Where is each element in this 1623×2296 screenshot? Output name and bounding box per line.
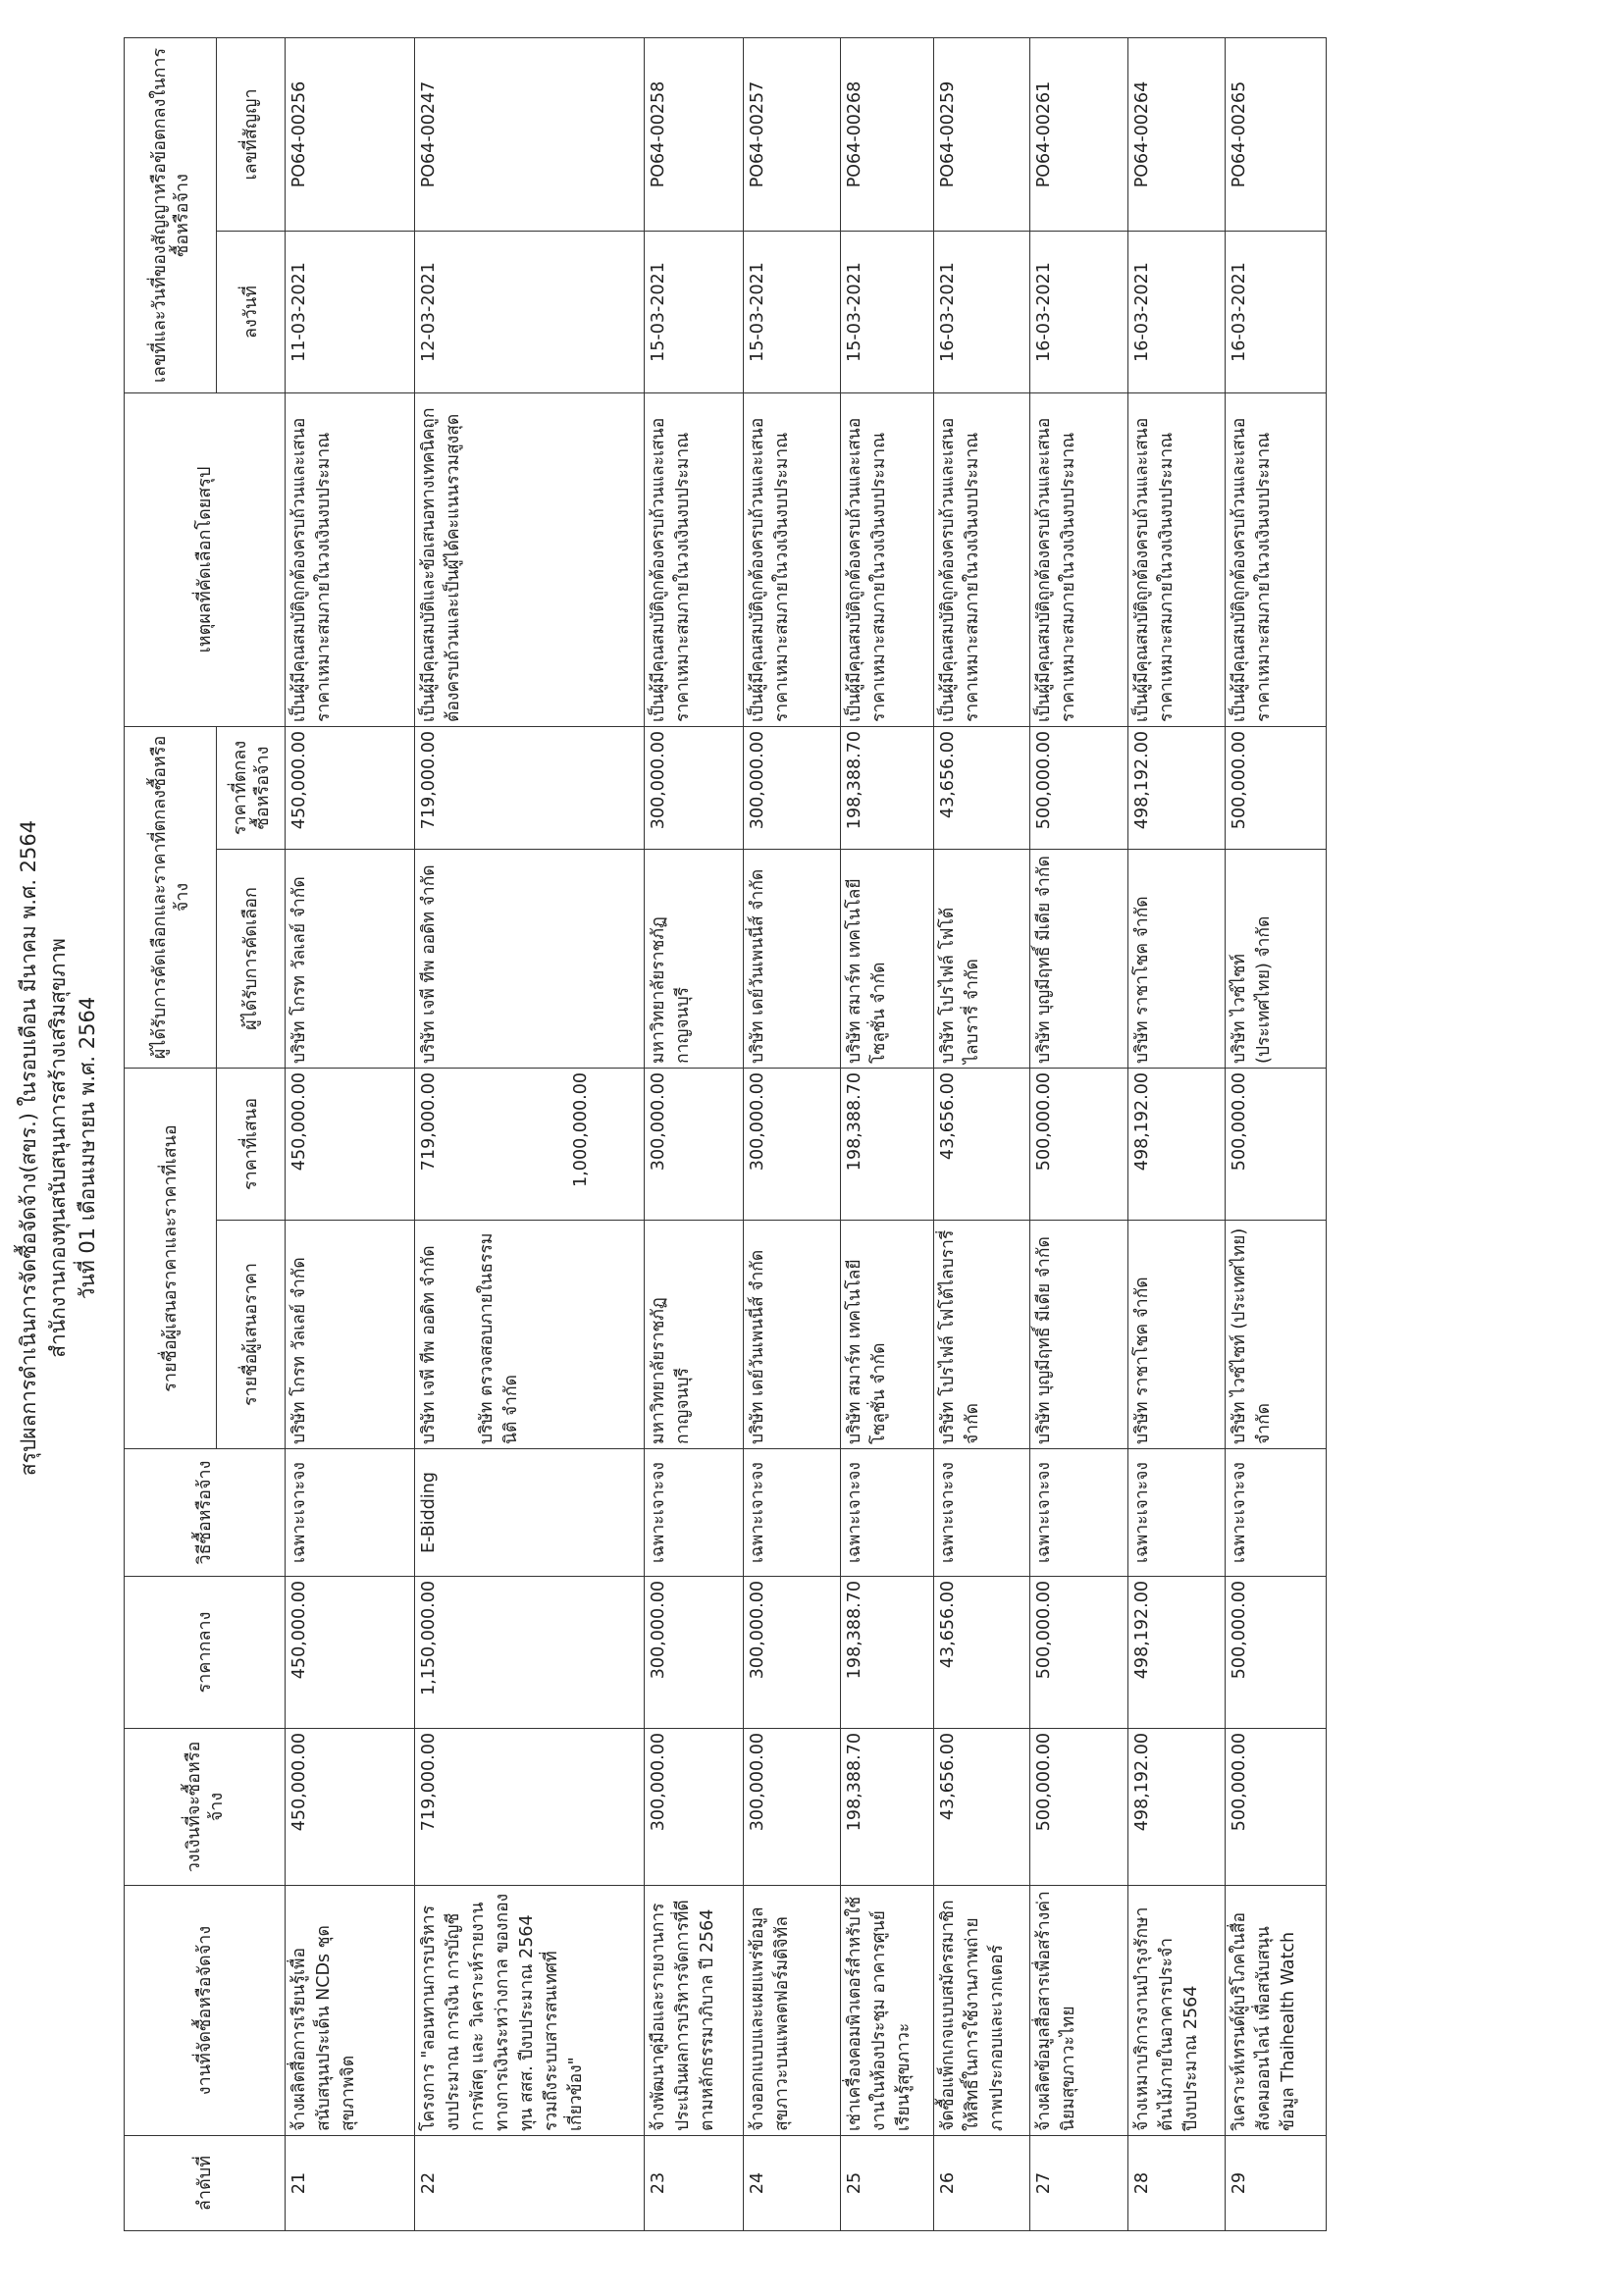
row-budget — [286, 1729, 415, 1886]
row-agreed-price — [1030, 726, 1128, 849]
table-row — [744, 37, 841, 2230]
row-agreed-price — [744, 726, 841, 849]
row-reason-text: เป็นผู้มีคุณสมบัติถูกต้องครบถ้วนและเสนอราคาเหมาะสมภายในวงเงินงบประมาณ — [845, 417, 889, 722]
row-bid-price-second-text: 1,000,000.00 — [571, 1071, 591, 1187]
row-budget — [1226, 1729, 1327, 1886]
row-winner — [286, 849, 415, 1068]
row-contract-no-text: PO64-00261 — [1034, 80, 1054, 188]
row-budget-text: 500,000.00 — [1034, 1733, 1054, 1832]
row-work — [744, 1886, 841, 2136]
row-agreed-price-text: 498,192.00 — [1132, 730, 1152, 830]
row-contract-no — [1030, 37, 1128, 231]
row-contract-date-text: 16-03-2021 — [1034, 262, 1054, 362]
row-bidder-text: บริษัท โปรไฟล์ โฟโต้ไลบรารี่ จำกัด — [938, 1229, 982, 1444]
row-contract-date — [744, 231, 841, 392]
row-number-text: 29 — [1230, 2171, 1249, 2195]
row-bidder — [1128, 1221, 1226, 1449]
row-median-text: 198,388.70 — [845, 1581, 864, 1680]
row-work — [415, 1886, 645, 2136]
row-bidder-text: บริษัท บุญมีฤทธิ์ มีเดีย จำกัด — [1034, 1236, 1054, 1444]
row-work-text: จ้างเหมาบริการงานบำรุงรักษาต้นไม้ภายในอาคารประจำปีงบประมาณ 2564 — [1132, 1906, 1201, 2131]
col-header-contract-date: ลงวันที่ — [217, 231, 286, 392]
row-bid-price-text: 719,000.00 — [419, 1071, 439, 1172]
row-median — [1030, 1577, 1128, 1729]
row-reason — [744, 392, 841, 726]
row-contract-date — [286, 231, 415, 392]
row-contract-no — [286, 37, 415, 231]
row-budget — [744, 1729, 841, 1886]
table-row — [645, 37, 744, 2230]
row-work-text: จัดซื้อแพ็กเกจแบบสมัครสมาชิกให้สิทธิ์ในการใช้งานภาพถ่ายภาพประกอบและเวกเตอร์ — [938, 1900, 1007, 2131]
col-header-bidders: รายชื่อผู้เสนอราคาและราคาที่เสนอ — [125, 1068, 217, 1448]
row-agreed-price-text: 198,388.70 — [845, 730, 864, 830]
row-method-text: เฉพาะเจาะจง — [289, 1462, 309, 1563]
row-median-text: 500,000.00 — [1230, 1581, 1249, 1680]
row-agreed-price-text: 450,000.00 — [289, 730, 309, 830]
table-body — [286, 37, 1327, 2230]
procurement-table — [124, 37, 1327, 2231]
row-budget-text: 500,000.00 — [1230, 1733, 1249, 1832]
row-method — [1030, 1449, 1128, 1577]
row-method-text: เฉพาะเจาะจง — [1034, 1462, 1054, 1563]
row-agreed-price — [415, 726, 645, 849]
row-contract-no — [645, 37, 744, 231]
row-bid-price-text: 300,000.00 — [649, 1071, 668, 1172]
row-method — [645, 1449, 744, 1577]
col-header-winner: ผู้ได้รับการคัดเลือกและราคาที่ตกลงซื้อหรือจ้าง — [125, 726, 217, 1068]
row-agreed-price — [1128, 726, 1226, 849]
row-work — [841, 1886, 934, 2136]
row-contract-date-text: 15-03-2021 — [845, 262, 864, 362]
row-median-text: 450,000.00 — [289, 1581, 309, 1680]
row-bidder — [645, 1221, 744, 1449]
row-budget — [1128, 1729, 1226, 1886]
row-method — [1128, 1449, 1226, 1577]
row-winner — [1226, 849, 1327, 1068]
row-budget-text: 300,000.00 — [748, 1733, 767, 1832]
col-header-winner-name: ผู้ได้รับการคัดเลือก — [217, 849, 286, 1068]
row-method — [841, 1449, 934, 1577]
col-header-method: วิธีซื้อหรือจ้าง — [125, 1449, 286, 1577]
row-work-text: วิเคราะห์เทรนด์ผู้บริโภคในสื่อสังคมออนไลน์ เพื่อสนับสนุนข้อมูล Thaihealth Watch — [1230, 1911, 1298, 2131]
row-reason — [645, 392, 744, 726]
row-median-text: 500,000.00 — [1034, 1581, 1054, 1680]
row-bidder — [286, 1221, 415, 1449]
table-row — [286, 37, 415, 2230]
row-agreed-price-text: 300,000.00 — [649, 730, 668, 830]
row-reason-text: เป็นผู้มีคุณสมบัติและข้อเสนอทางเทคนิคถูกต้องครบถ้วนและเป็นผู้ได้คะแนนรวมสูงสุด — [419, 407, 463, 722]
row-number — [841, 2136, 934, 2231]
row-winner — [645, 849, 744, 1068]
row-bidder-text: บริษัท สมาร์ท เทคโนโลยี โซลูชั่น จำกัด — [845, 1259, 889, 1444]
row-bidder-text: บริษัท เจพี ทีพ ออดิท จำกัด — [419, 1245, 439, 1444]
row-method-text: E-Bidding — [419, 1472, 439, 1553]
row-agreed-price-text: 43,656.00 — [938, 730, 958, 819]
row-bid-price-text: 500,000.00 — [1230, 1071, 1249, 1172]
row-bidder — [415, 1221, 645, 1449]
col-header-bidder-name: รายชื่อผู้เสนอราคา — [217, 1221, 286, 1449]
col-header-agreed-price: ราคาที่ตกลงซื้อหรือจ้าง — [217, 726, 286, 849]
report-date: วันที่ 01 เดือนเมษายน พ.ศ. 2564 — [76, 996, 99, 1300]
row-agreed-price-text: 500,000.00 — [1230, 730, 1249, 830]
row-median-text: 300,000.00 — [748, 1581, 767, 1680]
row-bidder-text: มหาวิทยาลัยราชภัฏกาญจนบุรี — [649, 1297, 693, 1444]
row-contract-date-text: 16-03-2021 — [1132, 262, 1152, 362]
row-median — [744, 1577, 841, 1729]
row-median — [841, 1577, 934, 1729]
col-header-work: งานที่จัดซื้อหรือจัดจ้าง — [125, 1886, 286, 2136]
row-agreed-price-text: 719,000.00 — [419, 730, 439, 830]
row-number-text: 28 — [1132, 2171, 1152, 2195]
row-work — [1128, 1886, 1226, 2136]
row-number — [1226, 2136, 1327, 2231]
row-contract-date-text: 11-03-2021 — [289, 262, 309, 362]
row-bid-price-text: 450,000.00 — [289, 1071, 309, 1172]
row-method-text: เฉพาะเจาะจง — [748, 1462, 767, 1563]
row-median-text: 300,000.00 — [649, 1581, 668, 1680]
row-budget-text: 498,192.00 — [1132, 1733, 1152, 1832]
row-contract-date — [1030, 231, 1128, 392]
row-work-text: เช่าเครื่องคอมพิวเตอร์สำหรับใช้งานในห้องประชุม อาคารศูนย์เรียนรู้สุขภาวะ — [845, 1896, 914, 2131]
row-contract-date-text: 15-03-2021 — [748, 262, 767, 362]
row-contract-date — [934, 231, 1030, 392]
row-contract-no-text: PO64-00258 — [649, 80, 668, 188]
row-budget — [934, 1729, 1030, 1886]
row-work-text: จ้างออกแบบและเผยแพร่ข้อมูลสุขภาวะบนแพลตฟอร์มดิจิทัล — [748, 1906, 792, 2131]
row-work-text: จ้างผลิตสื่อการเรียนรู้เพื่อสนับสนุนประเด็น NCDs ชุดสุขภาพจิต — [289, 1925, 358, 2131]
table-row — [415, 37, 645, 2230]
row-winner — [934, 849, 1030, 1068]
row-method-text: เฉพาะเจาะจง — [845, 1462, 864, 1563]
row-contract-no — [1128, 37, 1226, 231]
row-contract-no-text: PO64-00247 — [419, 80, 439, 188]
row-method-text: เฉพาะเจาะจง — [938, 1462, 958, 1563]
row-reason-text: เป็นผู้มีคุณสมบัติถูกต้องครบถ้วนและเสนอราคาเหมาะสมภายในวงเงินงบประมาณ — [289, 417, 334, 722]
row-agreed-price-text: 500,000.00 — [1034, 730, 1054, 830]
table-row — [1226, 37, 1327, 2230]
row-method — [415, 1449, 645, 1577]
row-reason-text: เป็นผู้มีคุณสมบัติถูกต้องครบถ้วนและเสนอราคาเหมาะสมภายในวงเงินงบประมาณ — [1132, 417, 1177, 722]
row-winner-text: บริษัท โกรท วัลเลย์ จำกัด — [289, 876, 309, 1064]
row-number-text: 25 — [845, 2171, 864, 2195]
row-work-text: จ้างพัฒนาคู่มือและรายงานการประเมินผลการบริหารจัดการที่ดีตามหลักธรรมาภิบาล ปี 2564 — [649, 1900, 717, 2131]
row-median — [645, 1577, 744, 1729]
row-number-text: 21 — [289, 2171, 309, 2195]
row-work — [645, 1886, 744, 2136]
row-contract-no — [415, 37, 645, 231]
table-row — [841, 37, 934, 2230]
row-winner-text: บริษัท โปรไฟล์ โฟโต้ไลบรารี่ จำกัด — [938, 907, 982, 1064]
row-work — [1226, 1886, 1327, 2136]
row-contract-date — [1128, 231, 1226, 392]
row-work-text: จ้างผลิตข้อมูลสื่อสารเพื่อสร้างค่านิยมสุขภาวะไทย — [1034, 1891, 1078, 2131]
row-reason — [1128, 392, 1226, 726]
row-agreed-price — [934, 726, 1030, 849]
row-reason — [1226, 392, 1327, 726]
row-contract-date — [645, 231, 744, 392]
row-bid-price-text: 43,656.00 — [938, 1071, 958, 1161]
row-agreed-price-text: 300,000.00 — [748, 730, 767, 830]
row-median-text: 498,192.00 — [1132, 1581, 1152, 1680]
row-agreed-price — [286, 726, 415, 849]
row-median — [934, 1577, 1030, 1729]
row-bidder — [934, 1221, 1030, 1449]
row-bid-price — [286, 1068, 415, 1220]
row-winner-text: บริษัท เดย์วันเพนนี่ส์ จำกัด — [748, 868, 767, 1064]
agency-name: สำนักงานกองทุนสนับสนุนการสร้างเสริมสุขภาพ — [46, 938, 70, 1358]
row-budget — [415, 1729, 645, 1886]
row-winner-text: บริษัท เจพี ทีพ ออดิท จำกัด — [419, 864, 439, 1064]
row-contract-no — [744, 37, 841, 231]
row-reason-text: เป็นผู้มีคุณสมบัติถูกต้องครบถ้วนและเสนอราคาเหมาะสมภายในวงเงินงบประมาณ — [1034, 417, 1078, 722]
row-bidder — [744, 1221, 841, 1449]
row-median — [286, 1577, 415, 1729]
row-winner — [415, 849, 645, 1068]
row-bid-price — [744, 1068, 841, 1220]
table-row — [1128, 37, 1226, 2230]
document-title: สรุปผลการดำเนินการจัดซื้อจัดจ้าง(สขร.) ในรอบเดือน มีนาคม พ.ศ. 2564 — [17, 819, 40, 1477]
row-winner-text: มหาวิทยาลัยราชภัฏกาญจนบุรี — [649, 916, 693, 1064]
row-contract-no — [1226, 37, 1327, 231]
row-winner-text: บริษัท ราชาโชค จำกัด — [1132, 896, 1152, 1064]
row-agreed-price — [841, 726, 934, 849]
col-header-no: ลำดับที่ — [125, 2136, 286, 2231]
col-header-reason: เหตุผลที่คัดเลือกโดยสรุป — [125, 392, 286, 726]
row-bidder-text: บริษัท โกรท วัลเลย์ จำกัด — [289, 1257, 309, 1444]
row-method — [286, 1449, 415, 1577]
row-method — [744, 1449, 841, 1577]
row-bidder — [1030, 1221, 1128, 1449]
row-bid-price-text: 498,192.00 — [1132, 1071, 1152, 1172]
row-budget-text: 719,000.00 — [419, 1733, 439, 1832]
row-contract-no — [934, 37, 1030, 231]
row-number — [1030, 2136, 1128, 2231]
row-reason — [1030, 392, 1128, 726]
row-bid-price — [645, 1068, 744, 1220]
row-budget — [1030, 1729, 1128, 1886]
row-bidder — [1226, 1221, 1327, 1449]
row-contract-no-text: PO64-00268 — [845, 80, 864, 188]
col-header-bid-price: ราคาที่เสนอ — [217, 1068, 286, 1220]
row-reason — [286, 392, 415, 726]
row-work — [1030, 1886, 1128, 2136]
row-budget-text: 450,000.00 — [289, 1733, 309, 1832]
row-bidder-text: บริษัท เดย์วันเพนนี่ส์ จำกัด — [748, 1249, 767, 1444]
row-reason-text: เป็นผู้มีคุณสมบัติถูกต้องครบถ้วนและเสนอราคาเหมาะสมภายในวงเงินงบประมาณ — [938, 417, 982, 722]
row-contract-no-text: PO64-00259 — [938, 80, 958, 188]
row-number — [286, 2136, 415, 2231]
row-work — [934, 1886, 1030, 2136]
row-number-text: 22 — [419, 2171, 439, 2195]
row-budget-text: 300,000.00 — [649, 1733, 668, 1832]
row-bid-price — [841, 1068, 934, 1220]
table-row — [934, 37, 1030, 2230]
row-method-text: เฉพาะเจาะจง — [649, 1462, 668, 1563]
row-agreed-price — [645, 726, 744, 849]
row-number — [744, 2136, 841, 2231]
row-reason — [934, 392, 1030, 726]
row-number-text: 24 — [748, 2171, 767, 2195]
row-number — [645, 2136, 744, 2231]
row-contract-date — [841, 231, 934, 392]
row-number — [934, 2136, 1030, 2231]
row-median-text: 1,150,000.00 — [419, 1581, 439, 1696]
row-budget — [645, 1729, 744, 1886]
row-contract-no-text: PO64-00264 — [1132, 80, 1152, 188]
row-bid-price — [1030, 1068, 1128, 1220]
row-contract-no-text: PO64-00265 — [1230, 80, 1249, 188]
row-number — [1128, 2136, 1226, 2231]
row-winner-text: บริษัท ไวซ์ไซท์ (ประเทศไทย) จำกัด — [1230, 915, 1274, 1064]
row-contract-date — [415, 231, 645, 392]
row-contract-no-text: PO64-00257 — [748, 80, 767, 188]
row-contract-no-text: PO64-00256 — [289, 80, 309, 188]
table-row — [1030, 37, 1128, 2230]
row-bid-price-text: 300,000.00 — [748, 1071, 767, 1172]
col-header-median: ราคากลาง — [125, 1577, 286, 1729]
row-bid-price — [415, 1068, 645, 1220]
row-contract-date-text: 12-03-2021 — [419, 262, 439, 362]
row-reason-text: เป็นผู้มีคุณสมบัติถูกต้องครบถ้วนและเสนอราคาเหมาะสมภายในวงเงินงบประมาณ — [1230, 417, 1274, 722]
row-bid-price-text: 500,000.00 — [1034, 1071, 1054, 1172]
col-header-budget: วงเงินที่จะซื้อหรือจ้าง — [125, 1729, 286, 1886]
row-bidder — [841, 1221, 934, 1449]
row-method-text: เฉพาะเจาะจง — [1230, 1462, 1249, 1563]
row-method-text: เฉพาะเจาะจง — [1132, 1462, 1152, 1563]
row-agreed-price — [1226, 726, 1327, 849]
row-number-text: 26 — [938, 2171, 958, 2195]
row-budget — [841, 1729, 934, 1886]
row-number-text: 27 — [1034, 2171, 1054, 2195]
col-header-contract: เลขที่และวันที่ของสัญญาหรือข้อตกลงในการซื้อหรือจ้าง — [125, 37, 217, 392]
row-bid-price — [934, 1068, 1030, 1220]
row-reason-text: เป็นผู้มีคุณสมบัติถูกต้องครบถ้วนและเสนอราคาเหมาะสมภายในวงเงินงบประมาณ — [748, 417, 792, 722]
row-winner — [841, 849, 934, 1068]
row-winner — [1128, 849, 1226, 1068]
row-winner-text: บริษัท สมาร์ท เทคโนโลยี โซลูชั่น จำกัด — [845, 878, 889, 1064]
row-method — [934, 1449, 1030, 1577]
row-winner — [1030, 849, 1128, 1068]
row-contract-no — [841, 37, 934, 231]
row-median — [1128, 1577, 1226, 1729]
row-work-text: โครงการ "ลอนทานการบริหารงบประมาณ การเงิน การบัญชี การพัสดุ และ วิเคราะห์รายงานทางการเงินระหว่างกาล ของกองทุน สสส. ปีงบประมาณ 2564 รวมถึงระบบสารสนเทศที่เกี่ยวข้อง" — [419, 1893, 586, 2131]
row-budget-text: 43,656.00 — [938, 1733, 958, 1821]
row-contract-date-text: 16-03-2021 — [938, 262, 958, 362]
row-work — [286, 1886, 415, 2136]
row-bid-price — [1226, 1068, 1327, 1220]
row-contract-date-text: 16-03-2021 — [1230, 262, 1249, 362]
row-method — [1226, 1449, 1327, 1577]
row-contract-date-text: 15-03-2021 — [649, 262, 668, 362]
row-bid-price — [1128, 1068, 1226, 1220]
col-header-contract-no: เลขที่สัญญา — [217, 37, 286, 231]
row-bidder-second-text: บริษัท ตรวจสอบภายในธรรมนิติ จำกัด — [477, 1232, 521, 1444]
row-number-text: 23 — [649, 2171, 668, 2195]
row-reason-text: เป็นผู้มีคุณสมบัติถูกต้องครบถ้วนและเสนอราคาเหมาะสมภายในวงเงินงบประมาณ — [649, 417, 693, 722]
row-bid-price-text: 198,388.70 — [845, 1071, 864, 1172]
row-bidder-text: บริษัท ราชาโชค จำกัด — [1132, 1277, 1152, 1444]
row-bidder-text: บริษัท ไวซ์ไซท์ (ประเทศไทย) จำกัด — [1230, 1227, 1274, 1444]
row-median — [1226, 1577, 1327, 1729]
row-median — [415, 1577, 645, 1729]
row-reason — [415, 392, 645, 726]
row-budget-text: 198,388.70 — [845, 1733, 864, 1832]
row-winner — [744, 849, 841, 1068]
row-reason — [841, 392, 934, 726]
row-contract-date — [1226, 231, 1327, 392]
row-median-text: 43,656.00 — [938, 1581, 958, 1669]
row-winner-text: บริษัท บุญมีฤทธิ์ มีเดีย จำกัด — [1034, 856, 1054, 1064]
row-number — [415, 2136, 645, 2231]
